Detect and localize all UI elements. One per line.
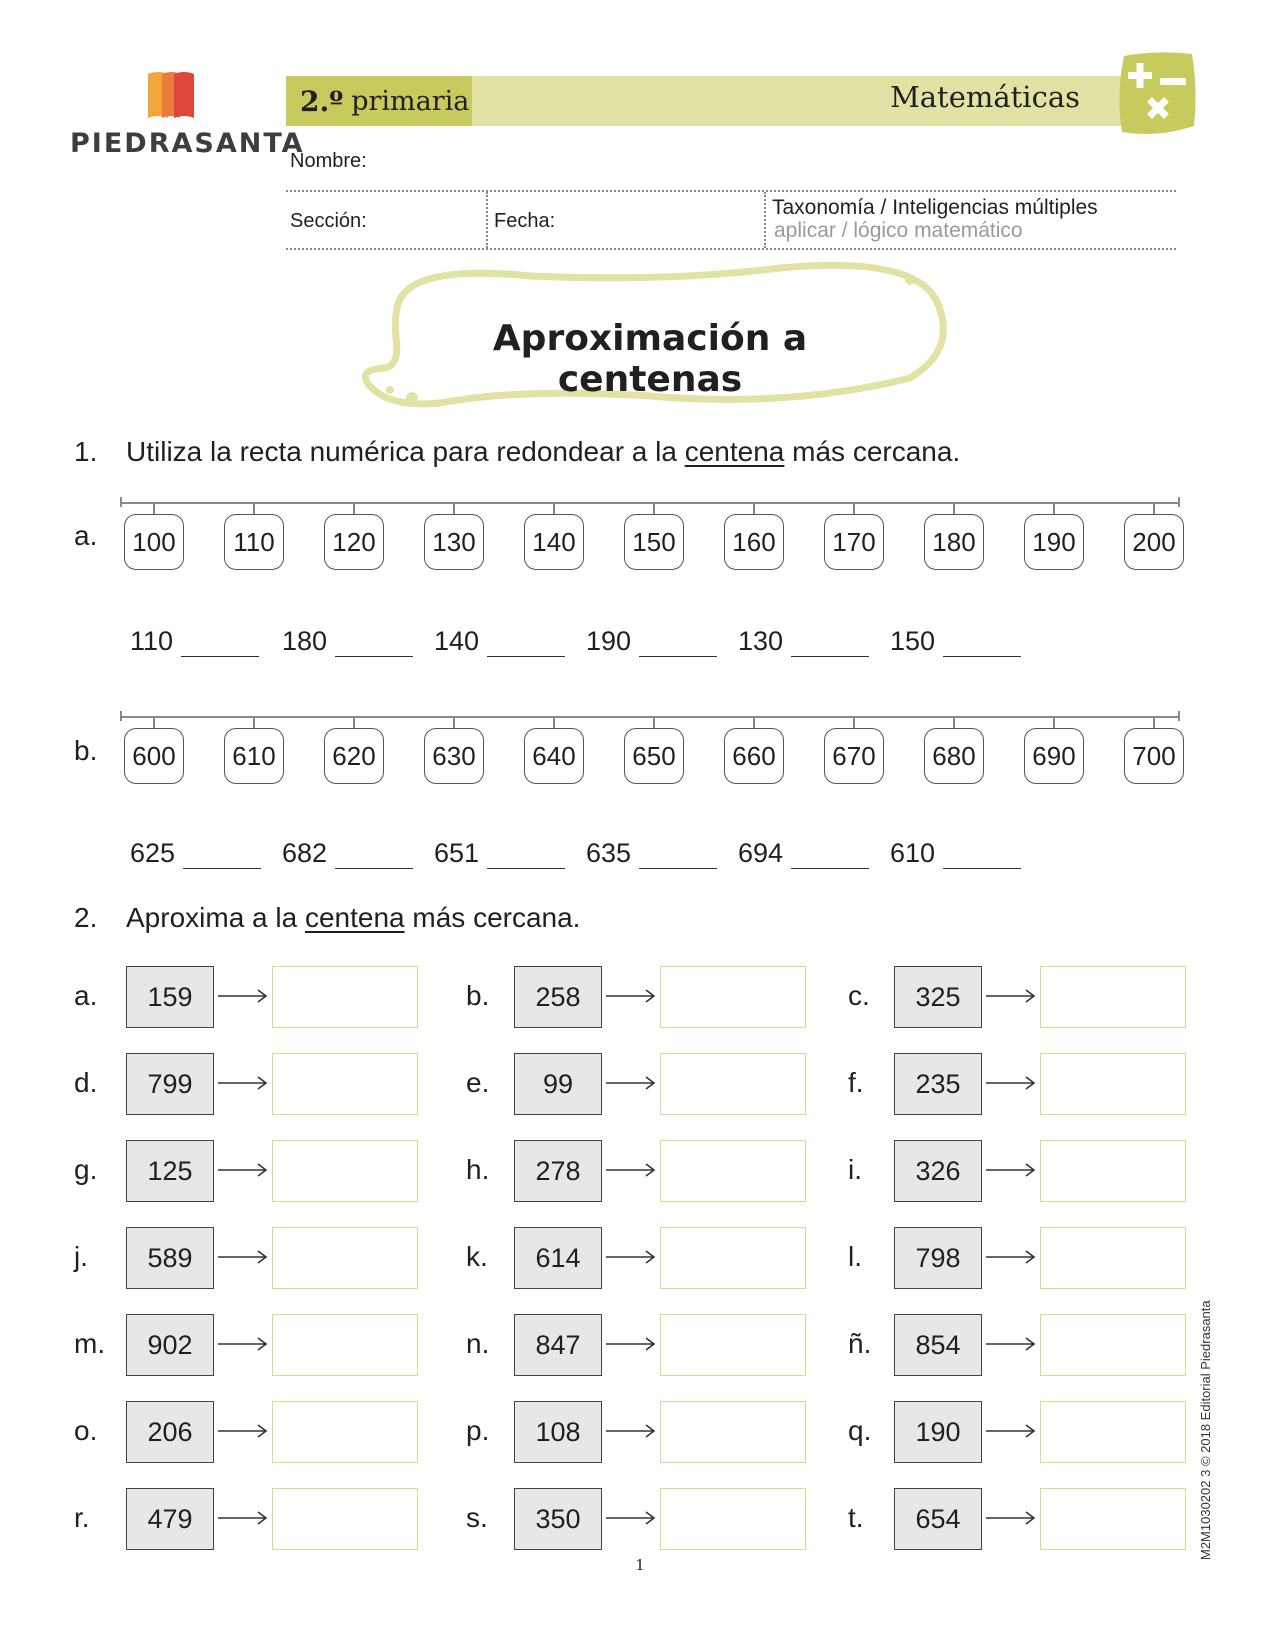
number-line-value: 130 — [424, 514, 484, 570]
taxonomy-title: Taxonomía / Inteligencias múltiples — [772, 196, 1098, 219]
brand-name: PIEDRASANTA — [70, 128, 305, 159]
round-item[interactable]: 190 — [586, 626, 717, 657]
number-line-value: 140 — [524, 514, 584, 570]
number-line-tick — [453, 718, 455, 728]
number-line-tick — [953, 718, 955, 728]
piedrasanta-logo-icon — [146, 70, 198, 122]
number-line-tick — [153, 504, 155, 514]
name-label: Nombre: — [290, 150, 367, 172]
worksheet-title: Aproximación a centenas — [492, 318, 808, 400]
divider — [764, 192, 766, 248]
item-letter: j. — [74, 1241, 88, 1272]
answer-box[interactable] — [272, 1053, 418, 1115]
arrow-right-icon — [606, 1075, 656, 1091]
answer-box[interactable] — [1040, 1314, 1186, 1376]
answer-box[interactable] — [1040, 966, 1186, 1028]
item-letter: r. — [74, 1502, 90, 1533]
arrow-right-icon — [986, 1423, 1036, 1439]
number-to-round: 99 — [514, 1053, 602, 1115]
arrow-right-icon — [606, 1249, 656, 1265]
number-to-round: 614 — [514, 1227, 602, 1289]
number-line-value: 110 — [224, 514, 284, 570]
item-letter: f. — [848, 1067, 864, 1098]
number-to-round: 258 — [514, 966, 602, 1028]
item-letter: d. — [74, 1067, 98, 1098]
number-line-tick — [1053, 718, 1055, 728]
arrow-right-icon — [218, 1423, 268, 1439]
subject-title: Matemáticas — [890, 80, 1080, 114]
number-line-value: 680 — [924, 728, 984, 784]
divider — [286, 190, 1176, 192]
round-item[interactable]: 610 — [890, 838, 1021, 869]
number-line-end-tick — [120, 497, 122, 507]
number-line-value: 600 — [124, 728, 184, 784]
number-to-round: 235 — [894, 1053, 982, 1115]
arrow-right-icon — [218, 1162, 268, 1178]
arrow-right-icon — [986, 988, 1036, 1004]
answer-box[interactable] — [272, 966, 418, 1028]
copyright-notice: M2M1030202 3 © 2018 Editorial Piedrasanta — [1198, 1300, 1213, 1560]
round-item[interactable]: 110 — [130, 626, 259, 657]
answer-box[interactable] — [660, 1140, 806, 1202]
arrow-right-icon — [606, 988, 656, 1004]
number-line-value: 190 — [1024, 514, 1084, 570]
exercise-1-instruction: Utiliza la recta numérica para redondear a la centena más cercana. — [126, 436, 961, 467]
number-line-end-tick — [1178, 497, 1180, 507]
number-line-tick — [1153, 504, 1155, 514]
arrow-right-icon — [986, 1162, 1036, 1178]
number-to-round: 589 — [126, 1227, 214, 1289]
section-label: Sección: — [290, 210, 367, 232]
page-number: 1 — [635, 1556, 645, 1574]
number-line-value: 630 — [424, 728, 484, 784]
date-label: Fecha: — [494, 210, 556, 232]
number-line-tick — [553, 718, 555, 728]
number-line-end-tick — [120, 711, 122, 721]
answer-box[interactable] — [272, 1314, 418, 1376]
arrow-right-icon — [218, 1249, 268, 1265]
arrow-right-icon — [606, 1423, 656, 1439]
answer-box[interactable] — [1040, 1488, 1186, 1550]
item-letter: g. — [74, 1154, 98, 1185]
number-line-value: 610 — [224, 728, 284, 784]
answer-box[interactable] — [660, 1314, 806, 1376]
exercise-1-number: 1. — [74, 436, 98, 467]
number-line-tick — [253, 504, 255, 514]
number-line-value: 180 — [924, 514, 984, 570]
arrow-right-icon — [986, 1336, 1036, 1352]
arrow-right-icon — [986, 1249, 1036, 1265]
item-letter: a. — [74, 980, 98, 1011]
number-line-tick — [353, 718, 355, 728]
number-to-round: 159 — [126, 966, 214, 1028]
number-line-value: 150 — [624, 514, 684, 570]
arrow-right-icon — [218, 1510, 268, 1526]
number-line-tick — [553, 504, 555, 514]
item-letter: q. — [848, 1415, 872, 1446]
answer-box[interactable] — [272, 1140, 418, 1202]
number-to-round: 479 — [126, 1488, 214, 1550]
number-line-value: 690 — [1024, 728, 1084, 784]
answer-box[interactable] — [272, 1401, 418, 1463]
number-line-value: 700 — [1124, 728, 1184, 784]
item-letter: c. — [848, 980, 870, 1011]
taxonomy-value: aplicar / lógico matemático — [774, 219, 1023, 242]
item-letter: l. — [848, 1241, 862, 1272]
answer-box[interactable] — [660, 1401, 806, 1463]
grade-number: 2.º — [300, 84, 344, 118]
number-line-value: 660 — [724, 728, 784, 784]
number-to-round: 206 — [126, 1401, 214, 1463]
number-line-value: 120 — [324, 514, 384, 570]
number-to-round: 325 — [894, 966, 982, 1028]
number-line-value: 170 — [824, 514, 884, 570]
answer-box[interactable] — [1040, 1227, 1186, 1289]
arrow-right-icon — [218, 1336, 268, 1352]
item-letter: ñ. — [848, 1328, 872, 1359]
item-letter: o. — [74, 1415, 98, 1446]
arrow-right-icon — [218, 1075, 268, 1091]
number-to-round: 854 — [894, 1314, 982, 1376]
item-letter: t. — [848, 1502, 864, 1533]
item-letter: p. — [466, 1415, 490, 1446]
round-item[interactable]: 625 — [130, 838, 261, 869]
item-letter: e. — [466, 1067, 490, 1098]
grade-label: primaria — [351, 85, 470, 117]
number-to-round: 798 — [894, 1227, 982, 1289]
answer-box[interactable] — [660, 966, 806, 1028]
round-item[interactable]: 635 — [586, 838, 717, 869]
item-letter: m. — [74, 1328, 106, 1359]
number-line-tick — [1153, 718, 1155, 728]
round-item[interactable]: 694 — [738, 838, 869, 869]
round-item[interactable]: 651 — [434, 838, 565, 869]
item-letter: i. — [848, 1154, 862, 1185]
grade-badge — [286, 76, 472, 126]
arrow-right-icon — [986, 1075, 1036, 1091]
answer-box[interactable] — [272, 1227, 418, 1289]
answer-box[interactable] — [1040, 1401, 1186, 1463]
divider — [486, 192, 488, 248]
number-to-round: 326 — [894, 1140, 982, 1202]
number-line — [120, 716, 1180, 718]
number-to-round: 350 — [514, 1488, 602, 1550]
number-line-value: 640 — [524, 728, 584, 784]
divider — [286, 248, 1176, 250]
item-letter-a: a. — [74, 520, 98, 551]
item-letter: s. — [466, 1502, 488, 1533]
number-line-tick — [753, 504, 755, 514]
number-line-tick — [953, 504, 955, 514]
number-line-value: 650 — [624, 728, 684, 784]
number-to-round: 654 — [894, 1488, 982, 1550]
number-line-end-tick — [1178, 711, 1180, 721]
answer-box[interactable] — [272, 1488, 418, 1550]
answer-box[interactable] — [1040, 1140, 1186, 1202]
number-to-round: 278 — [514, 1140, 602, 1202]
number-line-tick — [653, 504, 655, 514]
arrow-right-icon — [606, 1336, 656, 1352]
item-letter: k. — [466, 1241, 488, 1272]
answer-box[interactable] — [660, 1488, 806, 1550]
item-letter-b: b. — [74, 735, 98, 766]
number-line-tick — [153, 718, 155, 728]
number-line-tick — [353, 504, 355, 514]
number-line-tick — [853, 718, 855, 728]
item-letter: b. — [466, 980, 490, 1011]
number-line-tick — [653, 718, 655, 728]
answer-box[interactable] — [1040, 1053, 1186, 1115]
number-line-value: 670 — [824, 728, 884, 784]
number-line — [120, 502, 1180, 504]
math-operators-icon — [1114, 50, 1198, 138]
arrow-right-icon — [218, 988, 268, 1004]
number-line-tick — [853, 504, 855, 514]
arrow-right-icon — [606, 1162, 656, 1178]
arrow-right-icon — [986, 1510, 1036, 1526]
exercise-2-number: 2. — [74, 902, 98, 933]
round-item[interactable]: 140 — [434, 626, 565, 657]
number-line-tick — [1053, 504, 1055, 514]
number-to-round: 190 — [894, 1401, 982, 1463]
round-item[interactable]: 682 — [282, 838, 413, 869]
number-line-tick — [253, 718, 255, 728]
number-line-value: 100 — [124, 514, 184, 570]
number-to-round: 125 — [126, 1140, 214, 1202]
exercise-2-instruction: Aproxima a la centena más cercana. — [126, 902, 581, 933]
item-letter: h. — [466, 1154, 490, 1185]
round-item[interactable]: 180 — [282, 626, 413, 657]
answer-box[interactable] — [660, 1227, 806, 1289]
number-line-tick — [753, 718, 755, 728]
answer-box[interactable] — [660, 1053, 806, 1115]
number-line-value: 200 — [1124, 514, 1184, 570]
number-to-round: 847 — [514, 1314, 602, 1376]
number-to-round: 902 — [126, 1314, 214, 1376]
item-letter: n. — [466, 1328, 490, 1359]
number-line-value: 160 — [724, 514, 784, 570]
number-line-value: 620 — [324, 728, 384, 784]
round-item[interactable]: 150 — [890, 626, 1021, 657]
round-item[interactable]: 130 — [738, 626, 869, 657]
number-to-round: 799 — [126, 1053, 214, 1115]
number-line-tick — [453, 504, 455, 514]
arrow-right-icon — [606, 1510, 656, 1526]
number-to-round: 108 — [514, 1401, 602, 1463]
